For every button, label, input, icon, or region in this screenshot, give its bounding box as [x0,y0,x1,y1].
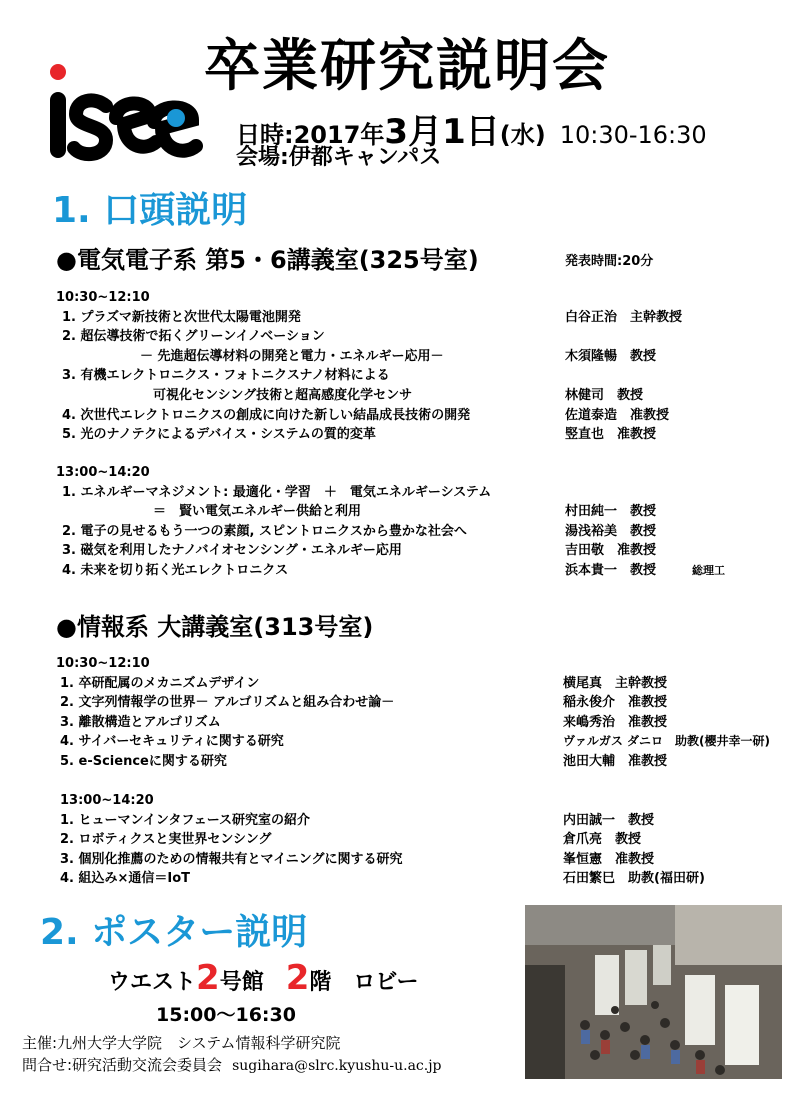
information-heading: ●情報系 大講義室(313号室) [56,613,374,641]
month-kanji: 月 [408,112,443,152]
floor-label: 階 ロビー [309,970,419,995]
section-oral-heading: 1. 口頭説明 [52,190,248,231]
organizer-line: 主催:九州大学大学院 システム情報科学研究院 [22,1034,341,1052]
contact-label: 問合せ:研究活動交流会委員会 [22,1056,223,1074]
poster-location [108,958,419,998]
presentation-time: 発表時間:20分 [565,254,654,269]
note-label: 総理工 [692,563,725,577]
month: 3 [384,112,409,152]
poster-session-photo [525,905,782,1079]
building-number: 2 [196,958,220,998]
page-title: 卒業研究説明会 [204,34,610,99]
year-kanji: 年 [360,121,385,149]
floor-number: 2 [285,958,310,998]
datetime-label: 日時: [236,121,294,149]
electrical-heading: ●電気電子系 第5・6講義室(325号室) [56,246,479,274]
day-kanji: 日 [465,112,500,152]
isee-logo [44,62,204,172]
event-venue: 会場:伊都キャンパス [236,145,442,170]
poster-time: 15:00～16:30 [156,1004,296,1026]
location-pre: ウエスト [108,970,197,995]
year: 2017 [293,121,361,149]
section-poster-heading: 2. ポスター説明 [40,912,308,953]
time-range: 10:30-16:30 [559,121,707,149]
contact-email: sugihara@slrc.kyushu-u.ac.jp [232,1058,442,1074]
building-label: 号館 [219,970,286,995]
contact-line [22,1054,442,1075]
weekday: (水) [499,121,546,149]
day: 1 [442,112,466,152]
